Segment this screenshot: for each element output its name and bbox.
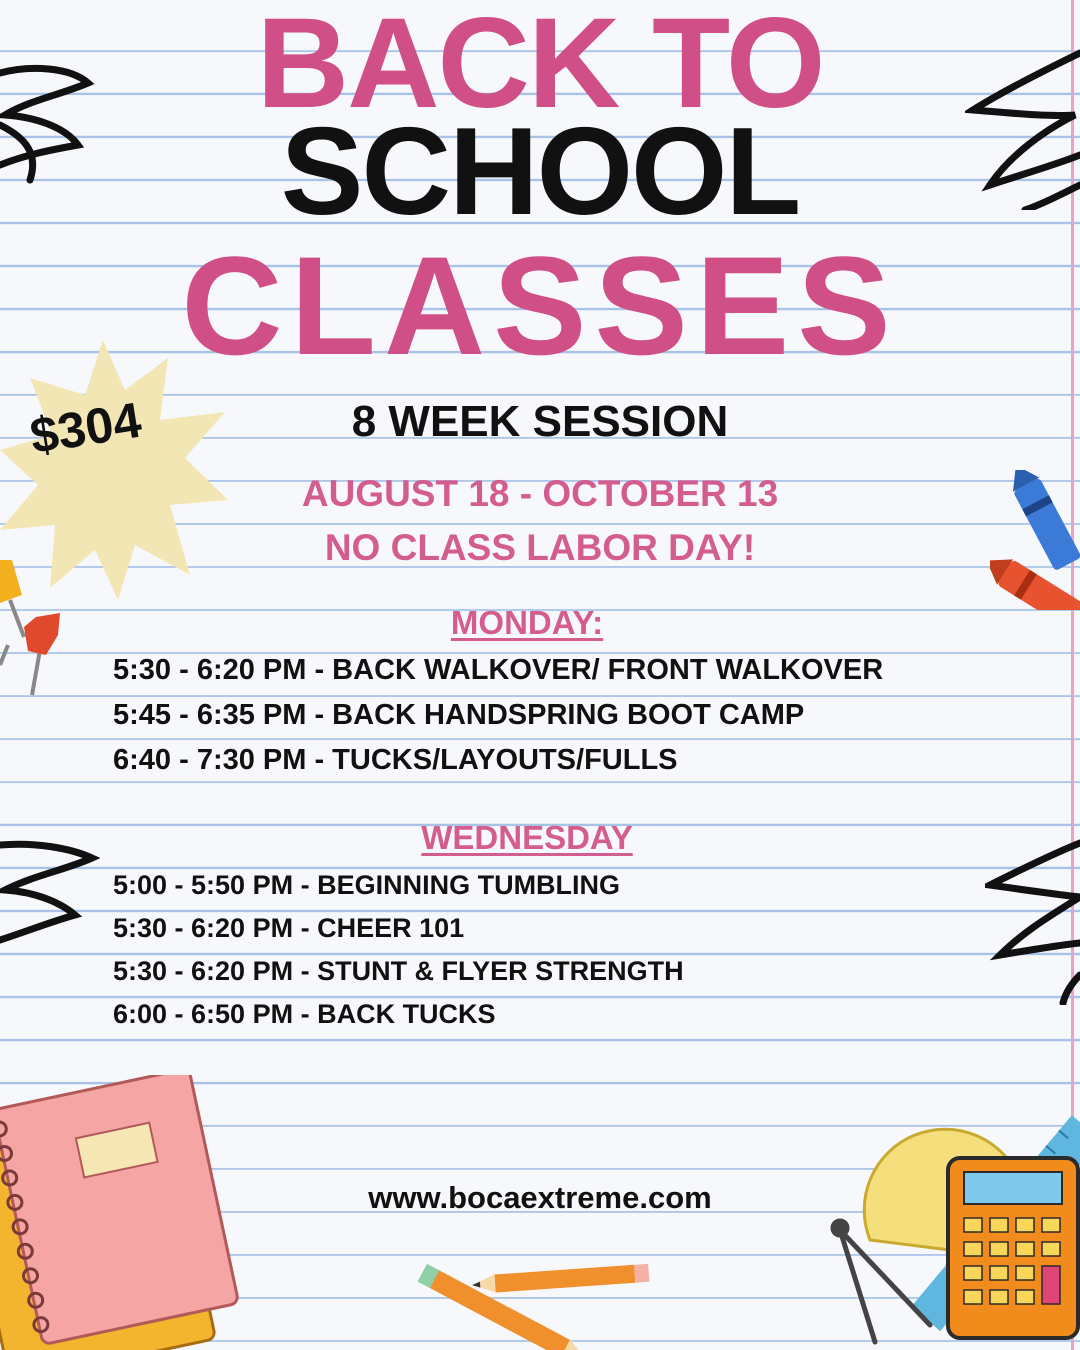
title-classes: CLASSES — [181, 227, 899, 384]
class-item: 5:30 - 6:20 PM - BACK WALKOVER/ FRONT WALKOVER — [113, 654, 884, 686]
class-item: 5:45 - 6:35 PM - BACK HANDSPRING BOOT CAMP — [113, 699, 805, 731]
class-item: 5:30 - 6:20 PM - CHEER 101 — [113, 913, 465, 943]
price-label: $304 — [26, 391, 145, 465]
scribble-icon — [0, 840, 100, 950]
ruler-icon — [830, 1110, 1080, 1350]
class-item: 6:00 - 6:50 PM - BACK TUCKS — [113, 999, 496, 1029]
session-dates: AUGUST 18 - OCTOBER 13 — [301, 473, 779, 514]
monday-heading: MONDAY: — [450, 604, 604, 641]
holiday-note: NO CLASS LABOR DAY! — [324, 527, 756, 568]
title-back-to: BACK TO — [256, 0, 824, 135]
pencil-icon — [400, 1260, 660, 1350]
class-item: 5:30 - 6:20 PM - STUNT & FLYER STRENGTH — [113, 956, 684, 986]
class-item: 5:00 - 5:50 PM - BEGINNING TUMBLING — [113, 870, 621, 900]
title-school: SCHOOL — [280, 103, 800, 241]
scribble-icon — [985, 835, 1080, 1005]
wednesday-heading: WEDNESDAY — [421, 819, 633, 856]
pushpin-icon — [0, 555, 70, 700]
session-length: 8 WEEK SESSION — [351, 397, 729, 446]
class-item: 6:40 - 7:30 PM - TUCKS/LAYOUTS/FULLS — [113, 744, 678, 776]
website-link[interactable]: www.bocaextreme.com — [368, 1180, 712, 1215]
